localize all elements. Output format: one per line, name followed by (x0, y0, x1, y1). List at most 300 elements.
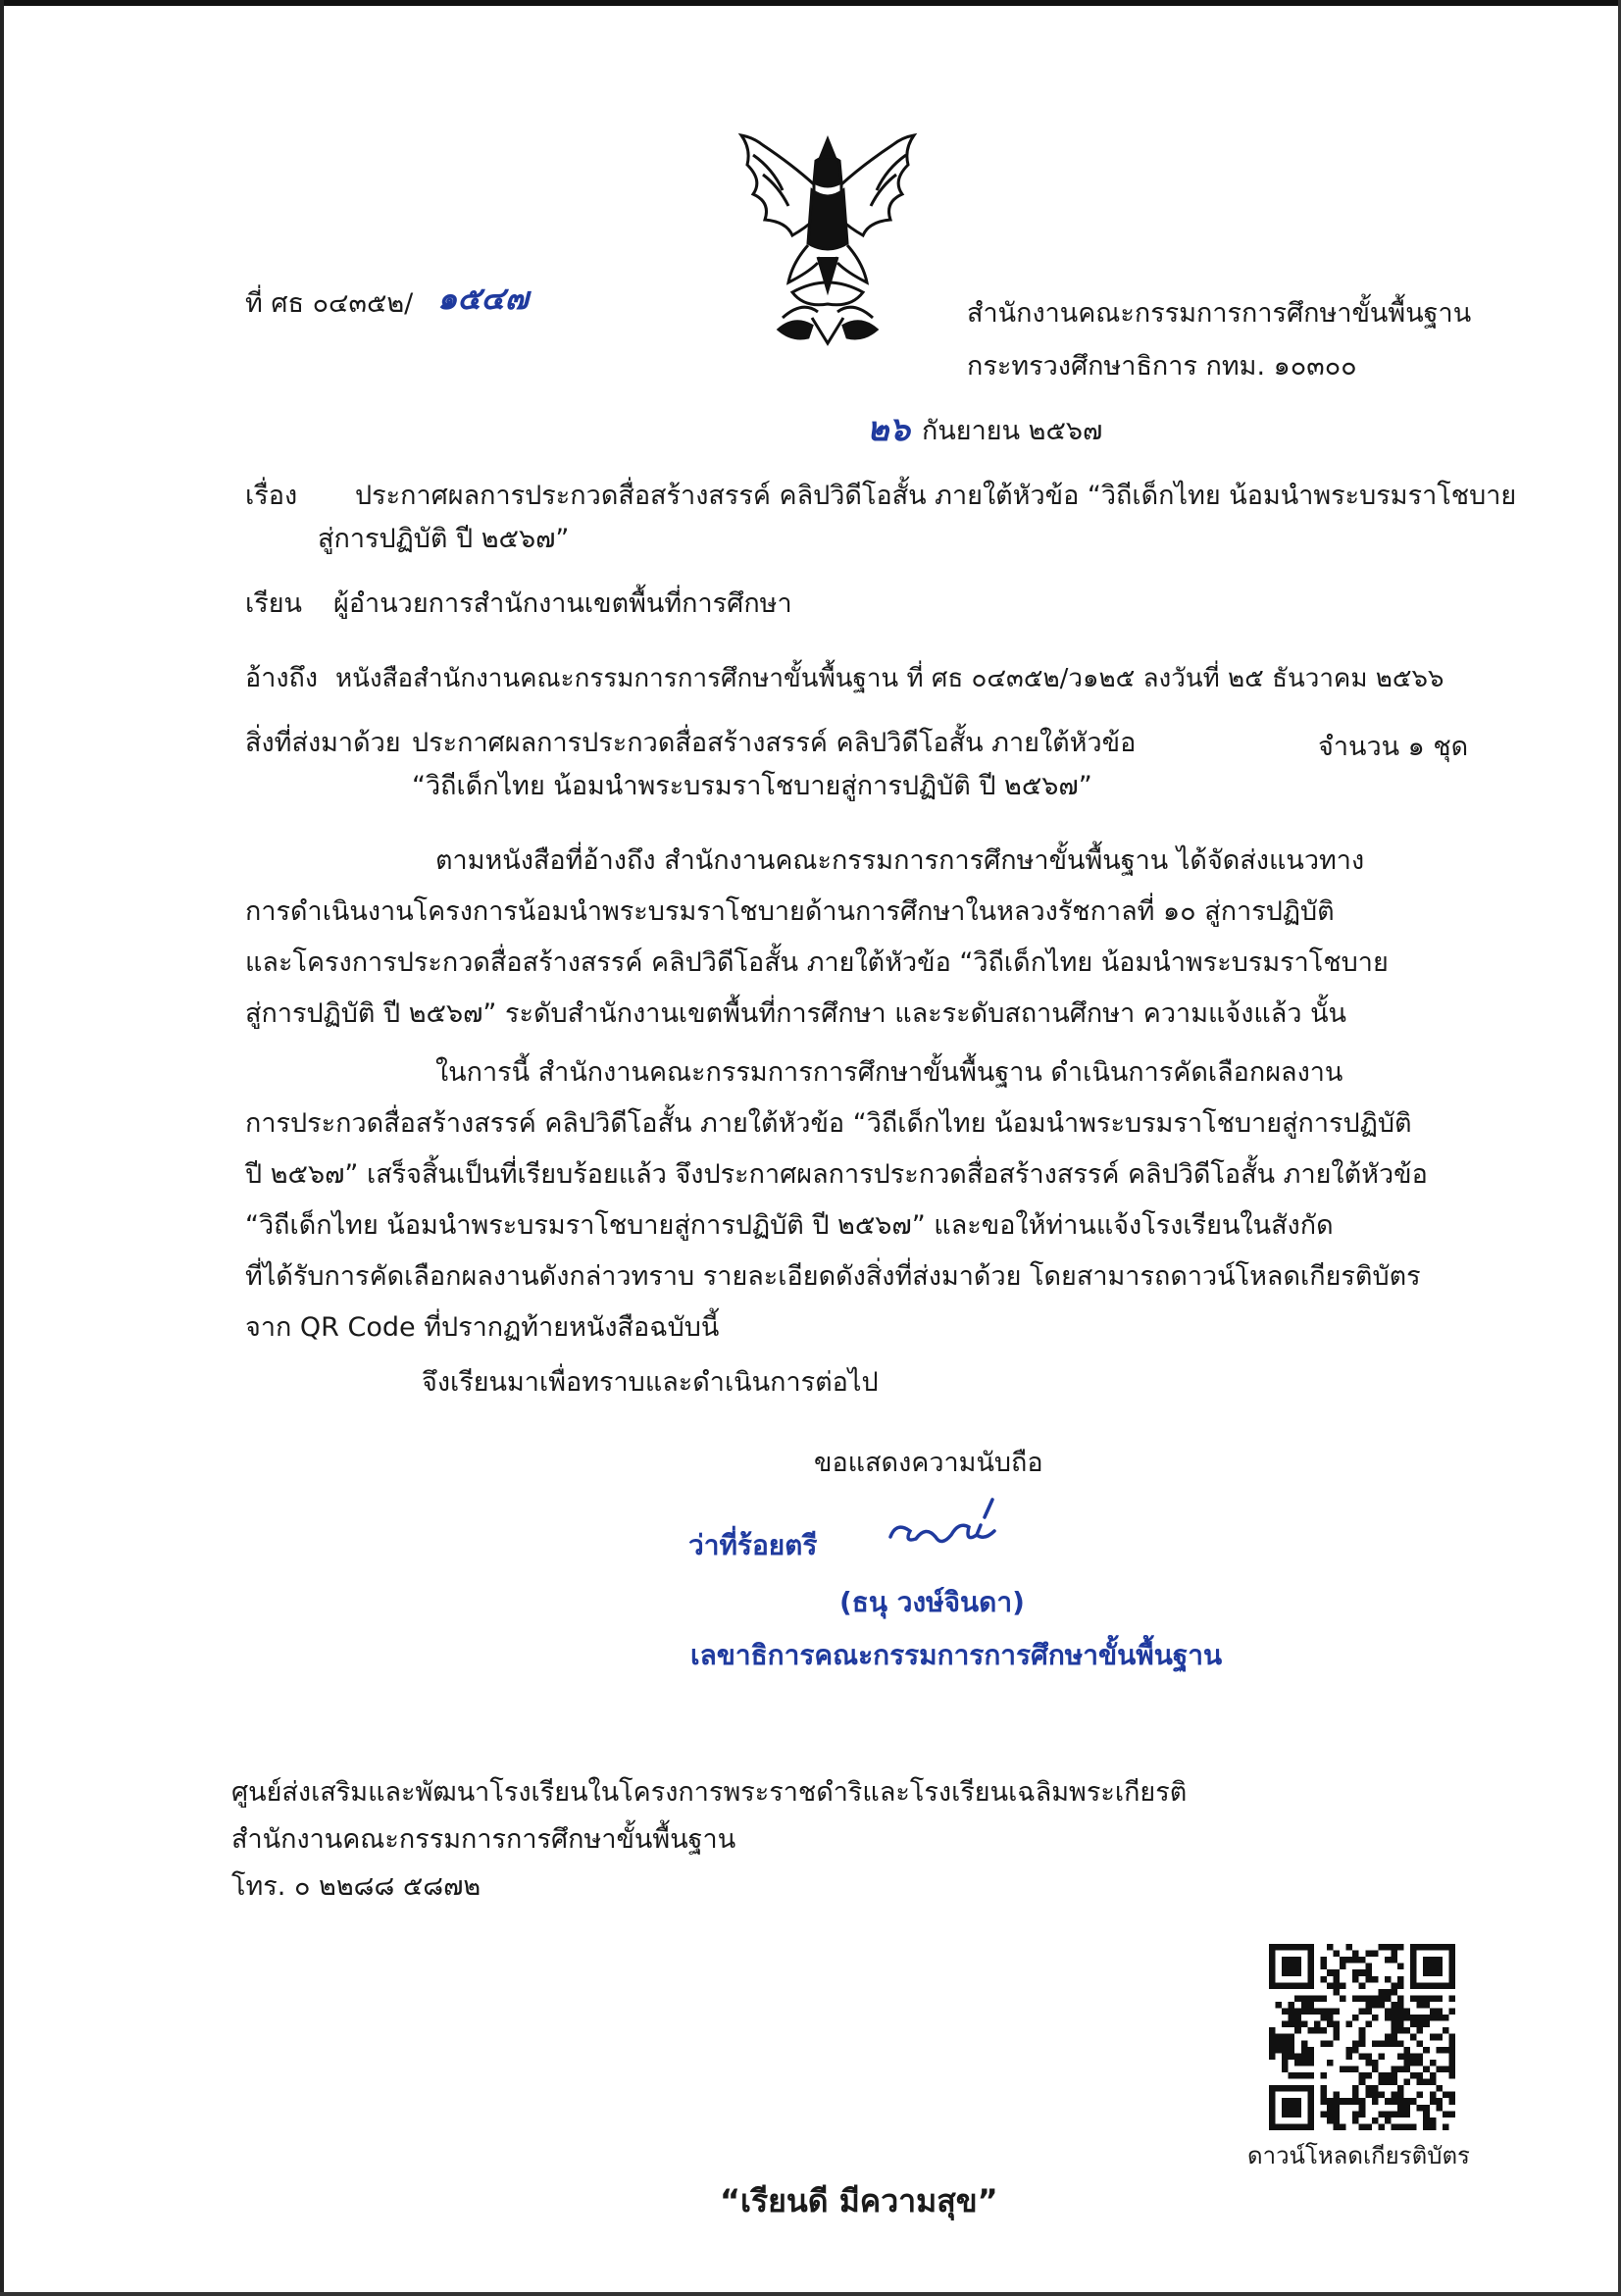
qr-module (1282, 2123, 1289, 2130)
qr-module (1378, 2053, 1385, 2060)
qr-module (1397, 2105, 1404, 2112)
qr-module (1385, 2040, 1392, 2047)
qr-module (1423, 1944, 1430, 1951)
qr-module (1397, 2066, 1404, 2072)
qr-module (1448, 2034, 1455, 2041)
issuing-office-line-2: สำนักงานคณะกรรมการการศึกษาขั้นพื้นฐาน (231, 1824, 736, 1855)
signatory-position: เลขาธิการคณะกรรมการการศึกษาขั้นพื้นฐาน (690, 1639, 1223, 1671)
qr-module (1346, 2053, 1353, 2060)
qr-module (1340, 2123, 1346, 2130)
qr-module (1423, 2015, 1430, 2021)
qr-module (1430, 2060, 1437, 2066)
qr-module (1359, 2009, 1366, 2015)
qr-module (1404, 2079, 1411, 2086)
qr-module (1372, 2085, 1379, 2092)
qr-module (1423, 2021, 1430, 2028)
qr-module (1443, 2111, 1449, 2117)
qr-module (1443, 2066, 1449, 2072)
qr-module (1448, 2053, 1455, 2060)
qr-module (1417, 1944, 1424, 1951)
qr-module (1448, 2009, 1455, 2015)
qr-module (1294, 1957, 1301, 1964)
salutation-label: เรียน (245, 588, 303, 619)
salutation-recipient: ผู้อำนวยการสำนักงานเขตพื้นที่การศึกษา (333, 588, 792, 619)
qr-module (1397, 2040, 1404, 2047)
qr-module (1372, 2002, 1379, 2009)
qr-module (1397, 1976, 1404, 1983)
qr-module (1365, 2002, 1372, 2009)
qr-module (1436, 2085, 1443, 2092)
qr-module (1307, 2060, 1314, 2066)
qr-module (1365, 1964, 1372, 1970)
qr-module (1334, 2105, 1341, 2112)
qr-module (1334, 1976, 1341, 1983)
signatory-rank: ว่าที่ร้อยตรี (688, 1529, 818, 1561)
qr-module (1307, 2117, 1314, 2124)
qr-module (1334, 2027, 1341, 2034)
qr-module (1372, 2066, 1379, 2072)
qr-module (1320, 2027, 1327, 2034)
qr-module (1436, 1995, 1443, 2002)
qr-module (1289, 2111, 1295, 2117)
qr-module (1443, 2047, 1449, 2054)
qr-module (1448, 1982, 1455, 1989)
enclosure-label: สิ่งที่ส่งมาด้วย (245, 728, 401, 758)
qr-module (1327, 2040, 1334, 2047)
qr-module (1327, 2105, 1334, 2112)
qr-module (1269, 2027, 1276, 2034)
qr-module (1385, 2034, 1392, 2041)
qr-module (1423, 1957, 1430, 1964)
reference-text: หนังสือสำนักงานคณะกรรมการการศึกษาขั้นพื้นฐาน ที่ ศธ ๐๔๓๕๒/ว๑๒๕ ลงวันที่ ๒๕ ธันวาคม ๒๕๖๖ (335, 664, 1444, 693)
qr-module (1423, 2117, 1430, 2124)
qr-module (1391, 1957, 1397, 1964)
qr-module (1269, 2123, 1276, 2130)
qr-module (1423, 2111, 1430, 2117)
qr-module (1352, 2066, 1359, 2072)
body-paragraph-1-line-1: ตามหนังสือที่อ้างถึง สำนักงานคณะกรรมการการศึกษาขั้นพื้นฐาน ได้จัดส่งแนวทาง (435, 845, 1365, 876)
qr-module (1269, 2117, 1276, 2124)
body-paragraph-2-line-4: “วิถีเด็กไทย น้อมนำพระบรมราโชบายสู่การปฏิบัติ ปี ๒๕๖๗” และขอให้ท่านแจ้งโรงเรียนในสังกัด (245, 1210, 1334, 1241)
qr-module (1391, 2027, 1397, 2034)
qr-module (1365, 1951, 1372, 1958)
qr-module (1276, 2034, 1283, 2041)
qr-module (1417, 2027, 1424, 2034)
qr-module (1430, 1982, 1437, 1989)
qr-module (1410, 2021, 1417, 2028)
qr-module (1282, 2066, 1289, 2072)
qr-module (1430, 2117, 1437, 2124)
qr-module (1410, 1944, 1417, 1951)
qr-module (1448, 2092, 1455, 2099)
qr-module (1301, 2072, 1308, 2079)
qr-module (1423, 2002, 1430, 2009)
qr-module (1410, 1951, 1417, 1958)
date-month-year: กันยายน ๒๕๖๗ (922, 416, 1103, 446)
qr-module (1417, 2015, 1424, 2021)
qr-module (1448, 2066, 1455, 2072)
subject-line-1: ประกาศผลการประกวดสื่อสร้างสรรค์ คลิปวิดีโอสั้น ภายใต้หัวข้อ “วิถีเด็กไทย น้อมนำพระบรมราโชบาย (355, 481, 1517, 511)
qr-module (1276, 1944, 1283, 1951)
qr-module (1346, 1957, 1353, 1964)
qr-module (1443, 2123, 1449, 2130)
qr-module (1294, 1964, 1301, 1970)
qr-module (1307, 2053, 1314, 2060)
qr-module (1327, 2009, 1334, 2015)
qr-module (1320, 2009, 1327, 2015)
qr-module (1301, 2002, 1308, 2009)
qr-module (1385, 2111, 1392, 2117)
qr-module (1391, 2079, 1397, 2086)
qr-module (1269, 2047, 1276, 2054)
qr-module (1359, 2105, 1366, 2112)
qr-module (1301, 2047, 1308, 2054)
qr-module (1404, 2009, 1411, 2015)
qr-module (1423, 2079, 1430, 2086)
qr-module (1276, 2002, 1283, 2009)
qr-module (1282, 2053, 1289, 2060)
qr-module (1334, 1989, 1341, 1996)
qr-module (1410, 2015, 1417, 2021)
body-paragraph-2-line-3: ปี ๒๕๖๗” เสร็จสิ้นเป็นที่เรียบร้อยแล้ว จึงประกาศผลการประกวดสื่อสร้างสรรค์ คลิปวิดีโอสั้น ภายใต้หัวข้อ (245, 1159, 1428, 1190)
qr-module (1282, 2040, 1289, 2047)
qr-module (1397, 1944, 1404, 1951)
qr-module (1397, 2098, 1404, 2105)
qr-module (1307, 1944, 1314, 1951)
qr-module (1404, 2123, 1411, 2130)
qr-module (1391, 2015, 1397, 2021)
qr-module (1365, 2060, 1372, 2066)
qr-module (1410, 2123, 1417, 2130)
qr-module (1289, 2072, 1295, 2079)
qr-module (1334, 1951, 1341, 1958)
qr-module (1378, 1989, 1385, 1996)
qr-module (1301, 1995, 1308, 2002)
qr-module (1430, 1969, 1437, 1976)
qr-module (1410, 2053, 1417, 2060)
qr-module (1334, 2092, 1341, 2099)
qr-module (1448, 2111, 1455, 2117)
qr-module (1391, 2002, 1397, 2009)
qr-module (1320, 2111, 1327, 2117)
qr-module (1397, 1964, 1404, 1970)
qr-module (1385, 2009, 1392, 2015)
qr-module (1307, 1964, 1314, 1970)
enclosure-line-2: “วิถีเด็กไทย น้อมนำพระบรมราโชบายสู่การปฏิบัติ ปี ๒๕๖๗” (412, 771, 1092, 801)
qr-module (1289, 2040, 1295, 2047)
qr-module (1378, 2002, 1385, 2009)
qr-module (1359, 2040, 1366, 2047)
qr-module (1410, 1982, 1417, 1989)
qr-module (1346, 2021, 1353, 2028)
qr-module (1307, 2098, 1314, 2105)
scan-edge-bottom (0, 2292, 1621, 2296)
qr-module (1334, 1969, 1341, 1976)
qr-module (1430, 1964, 1437, 1970)
qr-module (1289, 1944, 1295, 1951)
qr-module (1282, 2021, 1289, 2028)
qr-module (1430, 1995, 1437, 2002)
issuing-office-line-1: ศูนย์ส่งเสริมและพัฒนาโรงเรียนในโครงการพระราชดำริและโรงเรียนเฉลิมพระเกียรติ (231, 1777, 1188, 1808)
qr-module (1436, 1982, 1443, 1989)
qr-module (1294, 2111, 1301, 2117)
qr-module (1397, 1995, 1404, 2002)
qr-module (1282, 1957, 1289, 1964)
qr-module (1289, 2085, 1295, 2092)
qr-module (1385, 1944, 1392, 1951)
qr-module (1307, 2072, 1314, 2079)
qr-module (1307, 2092, 1314, 2099)
qr-module (1430, 2015, 1437, 2021)
qr-module (1359, 1995, 1366, 2002)
qr-module (1307, 2105, 1314, 2112)
qr-module (1314, 1995, 1321, 2002)
qr-module (1269, 2034, 1276, 2041)
qr-module (1307, 2085, 1314, 2092)
qr-module (1269, 2040, 1276, 2047)
qr-module (1327, 2111, 1334, 2117)
body-paragraph-2-line-1: ในการนี้ สำนักงานคณะกรรมการการศึกษาขั้นพื้นฐาน ดำเนินการคัดเลือกผลงาน (435, 1057, 1343, 1088)
qr-module (1282, 2105, 1289, 2112)
qr-module (1314, 2021, 1321, 2028)
qr-module (1397, 2092, 1404, 2099)
qr-module (1334, 2117, 1341, 2124)
qr-module (1404, 2111, 1411, 2117)
qr-module (1314, 2027, 1321, 2034)
qr-module (1372, 2015, 1379, 2021)
qr-module (1430, 2009, 1437, 2015)
qr-module (1448, 2098, 1455, 2105)
signatory-name: (ธนุ วงษ์จินดา) (839, 1586, 1025, 1618)
qr-module (1448, 2072, 1455, 2079)
qr-module (1430, 2072, 1437, 2079)
qr-module (1359, 2053, 1366, 2060)
qr-module (1289, 2015, 1295, 2021)
qr-module (1423, 2105, 1430, 2112)
qr-module (1436, 1944, 1443, 1951)
qr-module (1391, 2098, 1397, 2105)
qr-module (1282, 2098, 1289, 2105)
qr-module (1417, 2021, 1424, 2028)
qr-module (1301, 2060, 1308, 2066)
qr-module (1289, 1957, 1295, 1964)
qr-module (1352, 2098, 1359, 2105)
qr-module (1391, 2092, 1397, 2099)
qr-module (1417, 2040, 1424, 2047)
qr-module (1359, 2034, 1366, 2041)
qr-module (1289, 2053, 1295, 2060)
qr-module (1269, 1976, 1276, 1983)
qr-module (1359, 2098, 1366, 2105)
qr-module (1334, 2123, 1341, 2130)
qr-module (1391, 2111, 1397, 2117)
qr-module (1365, 1976, 1372, 1983)
qr-module (1320, 1976, 1327, 1983)
qr-module (1436, 2098, 1443, 2105)
qr-module (1397, 1982, 1404, 1989)
qr-caption: ดาวน์โหลดเกียรติบัตร (1247, 2142, 1470, 2169)
qr-module (1417, 1982, 1424, 1989)
qr-code-icon[interactable] (1269, 1944, 1455, 2130)
qr-module (1352, 2015, 1359, 2021)
qr-module (1346, 2098, 1353, 2105)
qr-module (1307, 1969, 1314, 1976)
qr-module (1352, 1951, 1359, 1958)
qr-module (1359, 2079, 1366, 2086)
qr-module (1294, 1944, 1301, 1951)
qr-module (1352, 1969, 1359, 1976)
qr-module (1307, 2027, 1314, 2034)
qr-module (1372, 2098, 1379, 2105)
qr-module (1269, 2085, 1276, 2092)
qr-module (1404, 2060, 1411, 2066)
qr-module (1378, 2111, 1385, 2117)
qr-module (1372, 1995, 1379, 2002)
qr-module (1365, 2123, 1372, 2130)
qr-module (1340, 2098, 1346, 2105)
qr-module (1391, 1951, 1397, 1958)
qr-module (1365, 2009, 1372, 2015)
qr-module (1385, 2015, 1392, 2021)
qr-module (1289, 2098, 1295, 2105)
qr-module (1417, 2079, 1424, 2086)
qr-module (1327, 1969, 1334, 1976)
qr-module (1372, 2060, 1379, 2066)
qr-module (1340, 1957, 1346, 1964)
qr-module (1289, 2021, 1295, 2028)
qr-module (1301, 1944, 1308, 1951)
qr-module (1294, 2053, 1301, 2060)
qr-module (1417, 2092, 1424, 2099)
qr-module (1301, 1982, 1308, 1989)
qr-module (1423, 1982, 1430, 1989)
qr-module (1391, 1944, 1397, 1951)
qr-module (1346, 2066, 1353, 2072)
qr-module (1436, 2009, 1443, 2015)
qr-module (1397, 2015, 1404, 2021)
qr-module (1282, 2047, 1289, 2054)
qr-module (1289, 2034, 1295, 2041)
qr-module (1430, 2092, 1437, 2099)
qr-module (1385, 2079, 1392, 2086)
qr-module (1417, 2072, 1424, 2079)
qr-module (1352, 1976, 1359, 1983)
qr-module (1391, 2009, 1397, 2015)
qr-module (1289, 2123, 1295, 2130)
qr-module (1282, 2060, 1289, 2066)
qr-module (1448, 1976, 1455, 1983)
scan-edge-top (0, 0, 1621, 6)
qr-module (1423, 2066, 1430, 2072)
qr-module (1359, 2111, 1366, 2117)
qr-module (1352, 2092, 1359, 2099)
qr-module (1417, 2002, 1424, 2009)
qr-module (1346, 2047, 1353, 2054)
qr-module (1314, 2009, 1321, 2015)
body-paragraph-1-line-2: การดำเนินงานโครงการน้อมนำพระบรมราโชบายด้านการศึกษาในหลวงรัชกาลที่ ๑๐ สู่การปฏิบัติ (245, 896, 1335, 927)
qr-module (1378, 1995, 1385, 2002)
qr-module (1385, 1989, 1392, 1996)
office-phone: โทร. ๐ ๒๒๘๘ ๕๘๗๒ (231, 1871, 481, 1902)
qr-module (1404, 2053, 1411, 2060)
qr-module (1359, 1969, 1366, 1976)
qr-module (1269, 2098, 1276, 2105)
qr-module (1436, 1969, 1443, 1976)
qr-module (1269, 1964, 1276, 1970)
qr-module (1334, 2009, 1341, 2015)
qr-module (1448, 1995, 1455, 2002)
qr-module (1307, 1982, 1314, 1989)
agency-address: กระทรวงศึกษาธิการ กทม. ๑๐๓๐๐ (967, 351, 1357, 382)
qr-module (1378, 2123, 1385, 2130)
qr-module (1404, 2098, 1411, 2105)
qr-module (1320, 2092, 1327, 2099)
qr-module (1359, 1982, 1366, 1989)
qr-module (1365, 2072, 1372, 2079)
date-day: ๒๖ (867, 410, 910, 449)
qr-module (1436, 2015, 1443, 2021)
scan-edge-left (0, 0, 4, 2296)
enclosure-quantity: จำนวน ๑ ชุด (1318, 732, 1469, 762)
qr-module (1327, 1982, 1334, 1989)
subject-line-2: สู่การปฏิบัติ ปี ๒๕๖๗” (318, 524, 570, 554)
qr-module (1359, 2072, 1366, 2079)
qr-module (1417, 2053, 1424, 2060)
qr-module (1289, 1969, 1295, 1976)
qr-module (1365, 2085, 1372, 2092)
qr-module (1410, 1969, 1417, 1976)
qr-module (1340, 1995, 1346, 2002)
qr-module (1391, 2021, 1397, 2028)
qr-module (1346, 1944, 1353, 1951)
qr-module (1372, 1951, 1379, 1958)
qr-module (1294, 2123, 1301, 2130)
qr-module (1340, 2066, 1346, 2072)
qr-module (1269, 1982, 1276, 1989)
qr-module (1320, 1957, 1327, 1964)
qr-module (1301, 2085, 1308, 2092)
qr-module (1307, 2009, 1314, 2015)
qr-module (1289, 1982, 1295, 1989)
qr-module (1294, 2015, 1301, 2021)
qr-module (1320, 1964, 1327, 1970)
body-paragraph-1-line-4: สู่การปฏิบัติ ปี ๒๕๖๗” ระดับสำนักงานเขตพื้นที่การศึกษา และระดับสถานศึกษา ความแจ้งแล้ว นั้น (245, 998, 1347, 1029)
qr-module (1307, 2002, 1314, 2009)
body-paragraph-2-line-2: การประกวดสื่อสร้างสรรค์ คลิปวิดีโอสั้น ภายใต้หัวข้อ “วิถีเด็กไทย น้อมนำพระบรมราโชบายสู่การปฏิบัติ (245, 1108, 1412, 1139)
qr-module (1404, 2027, 1411, 2034)
qr-module (1294, 2105, 1301, 2112)
qr-module (1327, 2021, 1334, 2028)
qr-module (1307, 2123, 1314, 2130)
enclosure-line-1: ประกาศผลการประกวดสื่อสร้างสรรค์ คลิปวิดีโอสั้น ภายใต้หัวข้อ (412, 728, 1137, 758)
qr-module (1448, 2047, 1455, 2054)
qr-module (1269, 2111, 1276, 2117)
qr-module (1282, 1944, 1289, 1951)
qr-module (1378, 2040, 1385, 2047)
qr-module (1359, 2123, 1366, 2130)
qr-module (1320, 2040, 1327, 2047)
qr-module (1340, 1982, 1346, 1989)
qr-module (1320, 2072, 1327, 2079)
qr-module (1448, 1957, 1455, 1964)
qr-module (1397, 2027, 1404, 2034)
qr-module (1294, 1995, 1301, 2002)
qr-module (1276, 1982, 1283, 1989)
qr-module (1334, 1982, 1341, 1989)
agency-name: สำนักงานคณะกรรมการการศึกษาขั้นพื้นฐาน (967, 298, 1472, 329)
qr-module (1307, 2111, 1314, 2117)
closing-request: จึงเรียนมาเพื่อทราบและดำเนินการต่อไป (422, 1367, 879, 1398)
